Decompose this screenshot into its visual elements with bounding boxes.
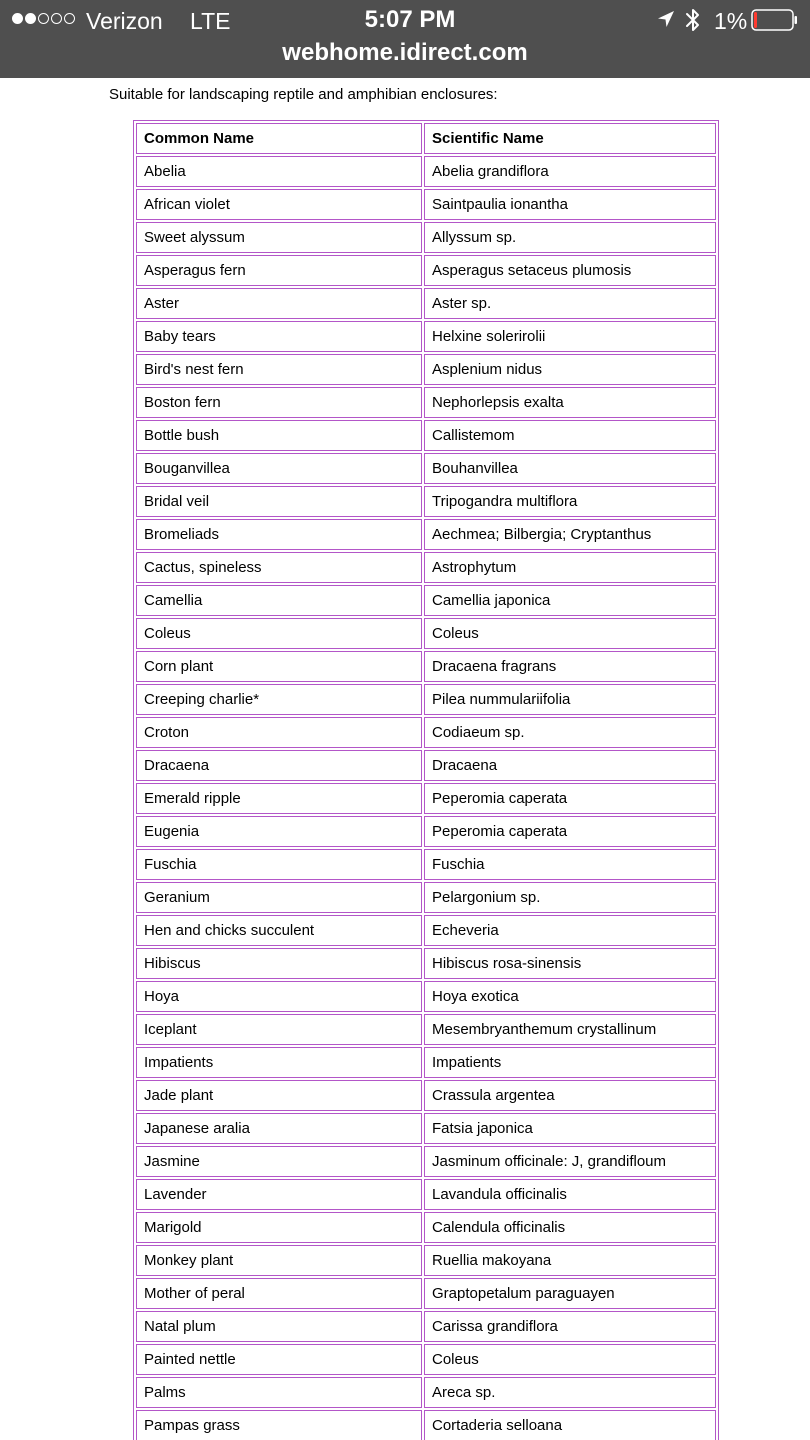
table-row <box>136 387 716 418</box>
common-name-cell: Aster <box>136 288 422 319</box>
status-row <box>0 0 810 40</box>
scientific-name-cell: Echeveria <box>424 915 716 946</box>
common-name-cell: Pampas grass <box>136 1410 422 1440</box>
common-name-cell: Boston fern <box>136 387 422 418</box>
page-content <box>0 78 810 1440</box>
common-name-cell: Iceplant <box>136 1014 422 1045</box>
table-row <box>136 1179 716 1210</box>
table-row <box>136 948 716 979</box>
table-row <box>136 255 716 286</box>
table-row <box>136 288 716 319</box>
scientific-name-cell: Hoya exotica <box>424 981 716 1012</box>
table-row <box>136 849 716 880</box>
common-name-cell: Bottle bush <box>136 420 422 451</box>
common-name-cell: Lavender <box>136 1179 422 1210</box>
plants-table <box>133 120 719 1440</box>
scientific-name-cell: Aechmea; Bilbergia; Cryptanthus <box>424 519 716 550</box>
scientific-name-cell: Pelargonium sp. <box>424 882 716 913</box>
common-name-cell: Marigold <box>136 1212 422 1243</box>
table-row <box>136 618 716 649</box>
status-time: 5:07 PM <box>364 6 456 33</box>
table-row <box>136 321 716 352</box>
common-name-cell: Sweet alyssum <box>136 222 422 253</box>
location-arrow-icon <box>656 9 676 29</box>
table-row <box>136 1080 716 1111</box>
table-row <box>136 354 716 385</box>
table-row <box>136 1146 716 1177</box>
common-name-cell: Impatients <box>136 1047 422 1078</box>
common-name-cell: Camellia <box>136 585 422 616</box>
scientific-name-cell: Asperagus setaceus plumosis <box>424 255 716 286</box>
common-name-cell: Croton <box>136 717 422 748</box>
scientific-name-cell: Peperomia caperata <box>424 783 716 814</box>
table-row <box>136 651 716 682</box>
common-name-cell: Fuschia <box>136 849 422 880</box>
network-type: LTE <box>190 8 231 34</box>
table-row <box>136 453 716 484</box>
common-name-cell: Cactus, spineless <box>136 552 422 583</box>
common-name-cell: Bouganvillea <box>136 453 422 484</box>
scientific-name-cell: Saintpaulia ionantha <box>424 189 716 220</box>
table-row <box>136 486 716 517</box>
scientific-name-cell: Dracaena <box>424 750 716 781</box>
table-row <box>136 222 716 253</box>
scientific-name-cell: Crassula argentea <box>424 1080 716 1111</box>
common-name-cell: Abelia <box>136 156 422 187</box>
scientific-name-cell: Jasminum officinale: J, grandifloum <box>424 1146 716 1177</box>
common-name-cell: Hen and chicks succulent <box>136 915 422 946</box>
scientific-name-cell: Coleus <box>424 1344 716 1375</box>
common-name-cell: Coleus <box>136 618 422 649</box>
table-row <box>136 1047 716 1078</box>
common-name-cell: Bridal veil <box>136 486 422 517</box>
scientific-name-cell: Tripogandra multiflora <box>424 486 716 517</box>
common-name-cell: Baby tears <box>136 321 422 352</box>
common-name-cell: Geranium <box>136 882 422 913</box>
table-row <box>136 552 716 583</box>
common-name-cell: Hibiscus <box>136 948 422 979</box>
scientific-name-cell: Fatsia japonica <box>424 1113 716 1144</box>
battery-fill <box>754 12 757 28</box>
table-row <box>136 882 716 913</box>
table-row <box>136 915 716 946</box>
table-row <box>136 420 716 451</box>
common-name-cell: Asperagus fern <box>136 255 422 286</box>
common-name-cell: African violet <box>136 189 422 220</box>
common-name-cell: Eugenia <box>136 816 422 847</box>
table-row <box>136 1014 716 1045</box>
scientific-name-cell: Asplenium nidus <box>424 354 716 385</box>
scientific-name-cell: Areca sp. <box>424 1377 716 1408</box>
scientific-name-cell: Abelia grandiflora <box>424 156 716 187</box>
scientific-name-cell: Helxine solerirolii <box>424 321 716 352</box>
scientific-name-cell: Hibiscus rosa-sinensis <box>424 948 716 979</box>
table-body <box>136 156 716 1440</box>
scientific-name-cell: Impatients <box>424 1047 716 1078</box>
address-bar-url[interactable]: webhome.idirect.com <box>282 39 528 66</box>
common-name-cell: Palms <box>136 1377 422 1408</box>
table-row <box>136 519 716 550</box>
common-name-cell: Jade plant <box>136 1080 422 1111</box>
common-name-cell: Dracaena <box>136 750 422 781</box>
scientific-name-cell: Bouhanvillea <box>424 453 716 484</box>
scientific-name-cell: Astrophytum <box>424 552 716 583</box>
scientific-name-cell: Coleus <box>424 618 716 649</box>
common-name-cell: Bromeliads <box>136 519 422 550</box>
common-name-cell: Jasmine <box>136 1146 422 1177</box>
table-row <box>136 1311 716 1342</box>
battery-percent: 1% <box>714 8 748 34</box>
bluetooth-icon <box>684 7 702 33</box>
scientific-name-cell: Dracaena fragrans <box>424 651 716 682</box>
table-header-row <box>136 123 716 154</box>
table-row <box>136 585 716 616</box>
scientific-name-cell: Calendula officinalis <box>424 1212 716 1243</box>
table-row <box>136 684 716 715</box>
scientific-name-cell: Lavandula officinalis <box>424 1179 716 1210</box>
common-name-cell: Natal plum <box>136 1311 422 1342</box>
intro-text: Suitable for landscaping reptile and amphibian enclosures: <box>109 86 498 103</box>
header-common-name: Common Name <box>136 123 422 154</box>
scientific-name-cell: Graptopetalum paraguayen <box>424 1278 716 1309</box>
table-row <box>136 1410 716 1440</box>
carrier-name: Verizon <box>86 8 163 34</box>
scientific-name-cell: Pilea nummulariifolia <box>424 684 716 715</box>
scientific-name-cell: Fuschia <box>424 849 716 880</box>
scientific-name-cell: Peperomia caperata <box>424 816 716 847</box>
table-row <box>136 1377 716 1408</box>
common-name-cell: Hoya <box>136 981 422 1012</box>
table-row <box>136 1278 716 1309</box>
common-name-cell: Japanese aralia <box>136 1113 422 1144</box>
status-bar <box>0 0 810 78</box>
table-row <box>136 750 716 781</box>
table-row <box>136 783 716 814</box>
table-row <box>136 156 716 187</box>
common-name-cell: Monkey plant <box>136 1245 422 1276</box>
common-name-cell: Corn plant <box>136 651 422 682</box>
scientific-name-cell: Aster sp. <box>424 288 716 319</box>
scientific-name-cell: Nephorlepsis exalta <box>424 387 716 418</box>
table-row <box>136 816 716 847</box>
table-row <box>136 1212 716 1243</box>
scientific-name-cell: Allyssum sp. <box>424 222 716 253</box>
scientific-name-cell: Callistemom <box>424 420 716 451</box>
scientific-name-cell: Mesembryanthemum crystallinum <box>424 1014 716 1045</box>
table-row <box>136 189 716 220</box>
table-row <box>136 1245 716 1276</box>
scientific-name-cell: Codiaeum sp. <box>424 717 716 748</box>
table-row <box>136 717 716 748</box>
scientific-name-cell: Cortaderia selloana <box>424 1410 716 1440</box>
common-name-cell: Bird's nest fern <box>136 354 422 385</box>
table-row <box>136 1113 716 1144</box>
scientific-name-cell: Carissa grandiflora <box>424 1311 716 1342</box>
table-row <box>136 981 716 1012</box>
common-name-cell: Emerald ripple <box>136 783 422 814</box>
battery-icon <box>751 9 798 31</box>
common-name-cell: Painted nettle <box>136 1344 422 1375</box>
scientific-name-cell: Camellia japonica <box>424 585 716 616</box>
common-name-cell: Creeping charlie* <box>136 684 422 715</box>
common-name-cell: Mother of peral <box>136 1278 422 1309</box>
scientific-name-cell: Ruellia makoyana <box>424 1245 716 1276</box>
header-scientific-name: Scientific Name <box>424 123 716 154</box>
table-row <box>136 1344 716 1375</box>
